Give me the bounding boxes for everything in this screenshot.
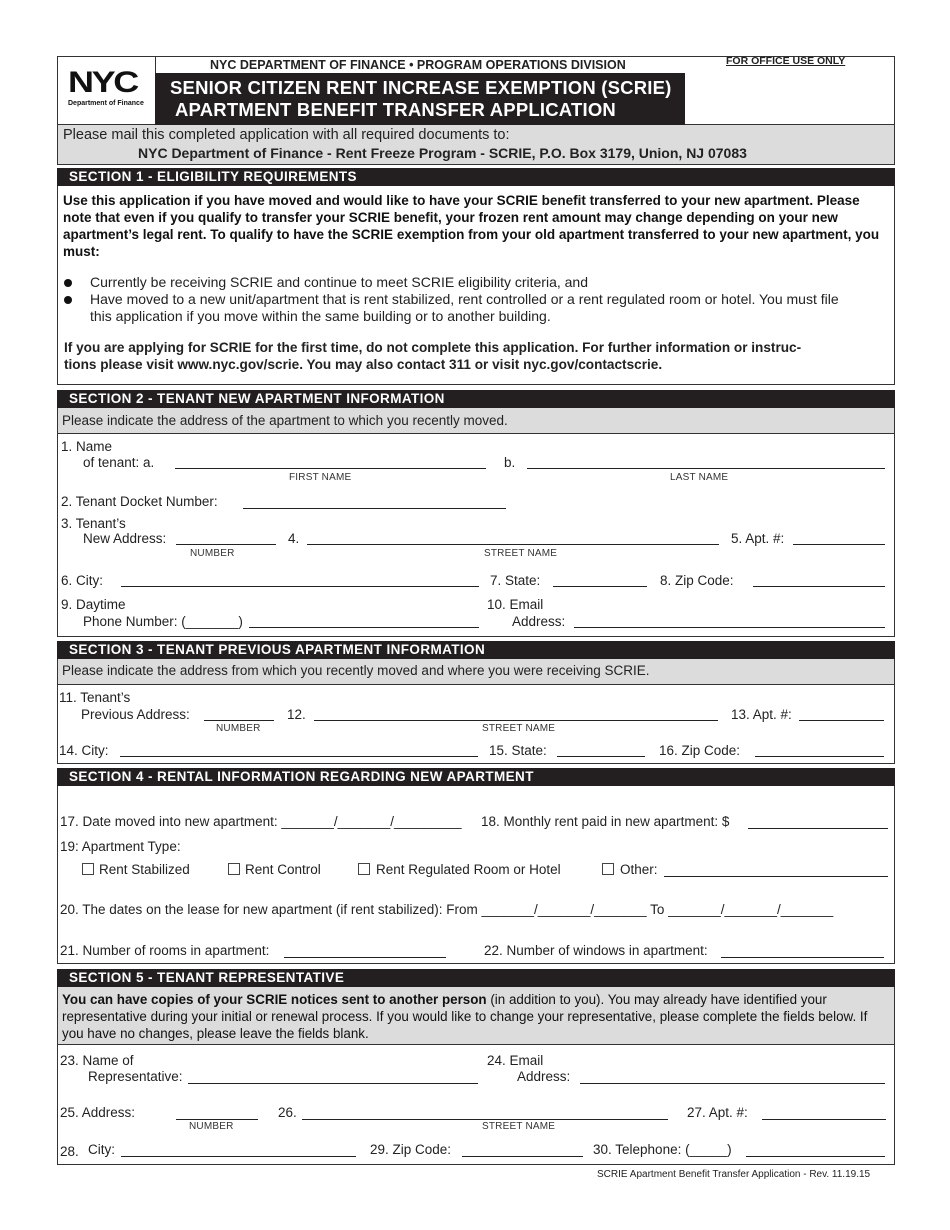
section3-instruction: Please indicate the address from which you recently moved and where you were receiving SCRIE. [62,663,650,678]
prev-zip-input[interactable] [755,756,884,757]
q28-label: 28. [60,1144,79,1159]
phone-input[interactable] [249,627,479,628]
revision-footer: SCRIE Apartment Benefit Transfer Application - Rev. 11.19.15 [597,1169,871,1180]
bullet2-line1: Have moved to a new unit/apartment that is rent stabilized, rent controlled or a rent regulated room or hotel. You must file [90,291,839,307]
q4-label: 4. [288,531,300,546]
new-city-input[interactable] [121,586,479,587]
rent-control-checkbox[interactable] [228,863,240,875]
section1-title: SECTION 1 - ELIGIBILITY REQUIREMENTS [57,168,895,186]
form-title-line2: APARTMENT BENEFIT TRANSFER APPLICATION [175,99,616,120]
rent-regulated-label: Rent Regulated Room or Hotel [376,862,561,877]
section2-instruction: Please indicate the address of the apartment to which you recently moved. [62,413,508,428]
q29-label: 29. Zip Code: [370,1142,452,1157]
q13-label: 13. Apt. #: [731,707,792,722]
bullet1-text: Currently be receiving SCRIE and continue to meet SCRIE eligibility criteria, and [90,274,589,290]
q3-label-cont: New Address: [83,531,167,546]
last-name-caption: LAST NAME [670,472,729,483]
q1-label: 1. Name [61,439,113,454]
rooms-input[interactable] [284,957,446,958]
rent-stabilized-checkbox[interactable] [82,863,94,875]
rent-regulated-checkbox[interactable] [358,863,370,875]
other-input[interactable] [664,876,888,877]
q11-label: 11. Tenant’s [59,690,131,705]
q16-label: 16. Zip Code: [659,743,741,758]
prev-state-input[interactable] [557,756,645,757]
rep-address-number-input[interactable] [176,1119,258,1120]
section5-intro [62,991,892,1042]
new-street-name-input[interactable] [307,544,719,545]
q10-label-cont: Address: [512,614,566,629]
q22-label: 22. Number of windows in apartment: [484,943,708,958]
rep-zip-input[interactable] [462,1156,583,1157]
section4-title: SECTION 4 - RENTAL INFORMATION REGARDING NEW APARTMENT [57,768,895,786]
street-name-caption: STREET NAME [482,723,556,734]
prev-city-input[interactable] [120,756,478,757]
q15-label: 15. State: [489,743,547,758]
rep-street-name-input[interactable] [302,1119,668,1120]
nyc-logo-text: NYC [68,66,137,99]
q21-label: 21. Number of rooms in apartment: [60,943,270,958]
rep-name-input[interactable] [188,1083,478,1084]
q30-label: 30. Telephone: (_____) [593,1142,732,1157]
prev-apt-input[interactable] [799,720,884,721]
section1-footer-line2: tions please visit www.nyc.gov/scrie. You may also contact 311 or visit nyc.gov/contactscrie. [64,357,663,372]
q17-label: 17. Date moved into new apartment: _______/_______/_________ [60,814,462,829]
street-name-caption: STREET NAME [484,548,558,559]
new-apt-input[interactable] [793,544,885,545]
section2-title: SECTION 2 - TENANT NEW APARTMENT INFORMATION [57,390,895,408]
q6-label: 6. City: [61,573,104,588]
new-state-input[interactable] [553,586,647,587]
number-caption: NUMBER [189,1121,234,1132]
bullet2-line2: this application if you move within the same building or to another building. [90,308,551,324]
q27-label: 27. Apt. #: [687,1105,748,1120]
q23-label-cont: Representative: [88,1069,183,1084]
q23-label: 23. Name of [60,1053,134,1068]
q25-label: 25. Address: [60,1105,136,1120]
prev-address-number-input[interactable] [204,720,274,721]
mail-line2: NYC Department of Finance - Rent Freeze Program - SCRIE, P.O. Box 3179, Union, NJ 07083 [138,145,747,161]
q8-label: 8. Zip Code: [660,573,734,588]
form-title-line1: SENIOR CITIZEN RENT INCREASE EXEMPTION (SCRIE) [170,77,672,98]
new-zip-input[interactable] [753,586,885,587]
q1-label-cont: of tenant: a. [83,455,155,470]
q19-label: 19: Apartment Type: [60,839,181,854]
nyc-logo [62,68,152,113]
office-use-label: FOR OFFICE USE ONLY [726,55,846,67]
new-address-number-input[interactable] [176,544,276,545]
first-name-caption: FIRST NAME [289,472,352,483]
section5-intro-bold: You can have copies of your SCRIE notices sent to another person [62,992,487,1007]
q24-label: 24. Email [487,1053,544,1068]
rent-control-label: Rent Control [245,862,321,877]
rep-apt-input[interactable] [762,1119,886,1120]
q28-city-label: City: [88,1142,115,1157]
rent-stabilized-label: Rent Stabilized [99,862,190,877]
q1-b-label: b. [504,455,516,470]
nyc-logo-subtitle: Department of Finance [68,100,144,107]
bullet-icon [64,296,72,304]
division-label: NYC DEPARTMENT OF FINANCE • PROGRAM OPERATIONS DIVISION [210,58,626,72]
q24-label-cont: Address: [517,1069,571,1084]
first-name-input[interactable] [175,468,486,469]
section3-title: SECTION 3 - TENANT PREVIOUS APARTMENT INFORMATION [57,641,895,659]
number-caption: NUMBER [216,723,261,734]
q10-label: 10. Email [487,597,544,612]
windows-input[interactable] [721,957,884,958]
section5-intro-rest: (in addition to you). You may already have identified your representative during your initial or renewal process. If you would like to change your representative, please complete the fields below. If you have no changes, please leave the fields blank. [62,992,868,1041]
section5-title: SECTION 5 - TENANT REPRESENTATIVE [57,969,895,987]
q14-label: 14. City: [59,743,109,758]
number-caption: NUMBER [190,548,235,559]
street-name-caption: STREET NAME [482,1121,556,1132]
docket-number-input[interactable] [243,508,506,509]
q20-label: 20. The dates on the lease for new apartment (if rent stabilized): From _______/_______/_______ To _______/_______/_______ [60,902,834,917]
q9-label-cont: Phone Number: (_______) [83,614,243,629]
monthly-rent-input[interactable] [748,828,888,829]
q11-label-cont: Previous Address: [81,707,190,722]
q3-label: 3. Tenant’s [61,516,126,531]
q5-label: 5. Apt. #: [731,531,785,546]
prev-street-name-input[interactable] [314,720,718,721]
q26-label: 26. [278,1105,297,1120]
section1-intro: Use this application if you have moved and would like to have your SCRIE benefit transferred to your new apartment. Please note that even if you qualify to transfer your SCRIE benefit, your frozen rent amount may change depending on your new apartment’s legal rent. To qualify to have the SCRIE exemption from your old apartment transferred to your new apartment, you must: [63,193,880,259]
q18-label: 18. Monthly rent paid in new apartment: $ [481,814,730,829]
email-input[interactable] [574,627,885,628]
q12-label: 12. [287,707,306,722]
other-checkbox[interactable] [602,863,614,875]
rep-email-input[interactable] [580,1083,885,1084]
last-name-input[interactable] [527,468,885,469]
q7-label: 7. State: [490,573,541,588]
q2-label: 2. Tenant Docket Number: [61,494,218,509]
bullet-icon [64,279,72,287]
section1-footer-line1: If you are applying for SCRIE for the first time, do not complete this application. For further information or instruc- [64,340,802,355]
mail-line1: Please mail this completed application with all required documents to: [63,127,510,143]
rep-telephone-input[interactable] [746,1156,885,1157]
q9-label: 9. Daytime [61,597,126,612]
other-label: Other: [620,862,658,877]
rep-city-input[interactable] [121,1156,356,1157]
